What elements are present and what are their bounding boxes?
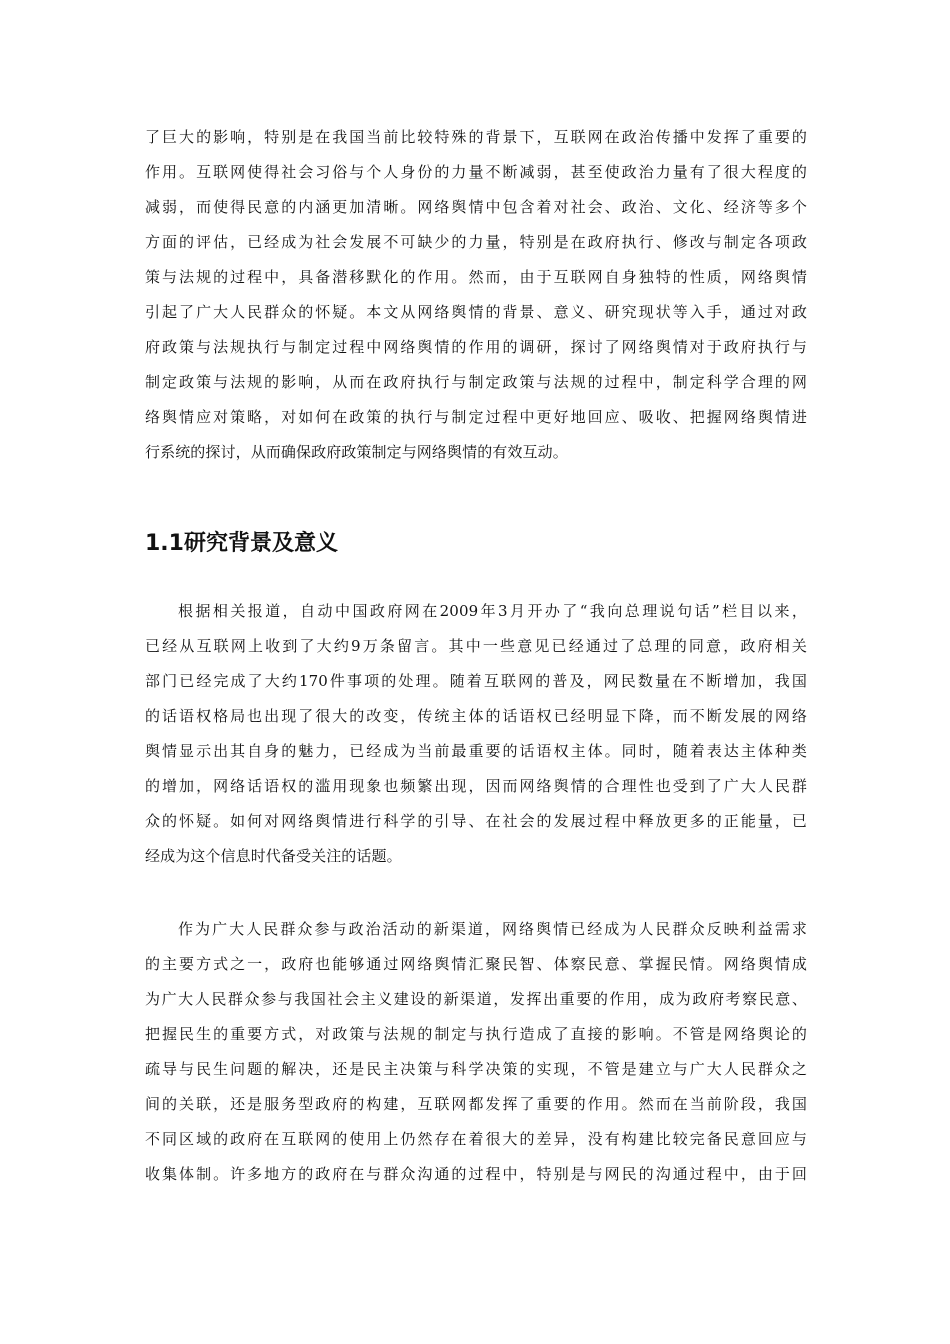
text-line: 疏导与民生问题的解决，还是民主决策与科学决策的实现，不管是建立与广大人民群众之: [145, 1060, 807, 1078]
channel-paragraph: [145, 912, 807, 1192]
text-line: 收集体制。许多地方的政府在与群众沟通的过程中，特别是与网民的沟通过程中，由于回: [145, 1165, 807, 1183]
text-line: 已经从互联网上收到了大约9万条留言。其中一些意见已经通过了总理的同意，政府相关: [145, 637, 807, 655]
text-line: 经成为这个信息时代备受关注的话题。: [145, 847, 402, 865]
text-line: 行系统的探讨，从而确保政府政策制定与网络舆情的有效互动。: [145, 443, 568, 461]
text-line: 根据相关报道，自动中国政府网在2009年3月开办了“我向总理说句话”栏目以来，: [178, 602, 807, 620]
text-line: 策与法规的过程中，具备潜移默化的作用。然而，由于互联网自身独特的性质，网络舆情: [145, 268, 807, 286]
text-line: 了巨大的影响，特别是在我国当前比较特殊的背景下，互联网在政治传播中发挥了重要的: [145, 128, 807, 146]
text-line: 的增加，网络话语权的滥用现象也频繁出现，因而网络舆情的合理性也受到了广大人民群: [145, 777, 807, 795]
text-line: 作为广大人民群众参与政治活动的新渠道，网络舆情已经成为人民群众反映利益需求: [178, 920, 807, 938]
text-line: 不同区域的政府在互联网的使用上仍然存在着很大的差异，没有构建比较完备民意回应与: [145, 1130, 807, 1148]
text-line: 部门已经完成了大约170件事项的处理。随着互联网的普及，网民数量在不断增加，我国: [145, 672, 807, 690]
background-paragraph: [145, 594, 807, 874]
text-line: 络舆情应对策略，对如何在政策的执行与制定过程中更好地回应、吸收、把握网络舆情进: [145, 408, 807, 426]
text-line: 的主要方式之一，政府也能够通过网络舆情汇聚民智、体察民意、掌握民情。网络舆情成: [145, 955, 807, 973]
text-line: 间的关联，还是服务型政府的构建，互联网都发挥了重要的作用。然而在当前阶段，我国: [145, 1095, 807, 1113]
intro-paragraph: [145, 120, 807, 470]
text-line: 为广大人民群众参与我国社会主义建设的新渠道，发挥出重要的作用，成为政府考察民意、: [145, 990, 807, 1008]
text-line: 制定政策与法规的影响，从而在政府执行与制定政策与法规的过程中，制定科学合理的网: [145, 373, 807, 391]
section-heading: 1.1研究背景及意义: [145, 531, 338, 556]
text-line: 方面的评估，已经成为社会发展不可缺少的力量，特别是在政府执行、修改与制定各项政: [145, 233, 807, 251]
text-line: 引起了广大人民群众的怀疑。本文从网络舆情的背景、意义、研究现状等入手，通过对政: [145, 303, 807, 321]
text-line: 舆情显示出其自身的魅力，已经成为当前最重要的话语权主体。同时，随着表达主体种类: [145, 742, 807, 760]
text-line: 作用。互联网使得社会习俗与个人身份的力量不断减弱，甚至使政治力量有了很大程度的: [145, 163, 807, 181]
text-line: 减弱，而使得民意的内涵更加清晰。网络舆情中包含着对社会、政治、文化、经济等多个: [145, 198, 807, 216]
text-line: 众的怀疑。如何对网络舆情进行科学的引导、在社会的发展过程中释放更多的正能量，已: [145, 812, 807, 830]
text-line: 府政策与法规执行与制定过程中网络舆情的作用的调研，探讨了网络舆情对于政府执行与: [145, 338, 807, 356]
text-line: 的话语权格局也出现了很大的改变，传统主体的话语权已经明显下降，而不断发展的网络: [145, 707, 807, 725]
text-line: 把握民生的重要方式，对政策与法规的制定与执行造成了直接的影响。不管是网络舆论的: [145, 1025, 807, 1043]
